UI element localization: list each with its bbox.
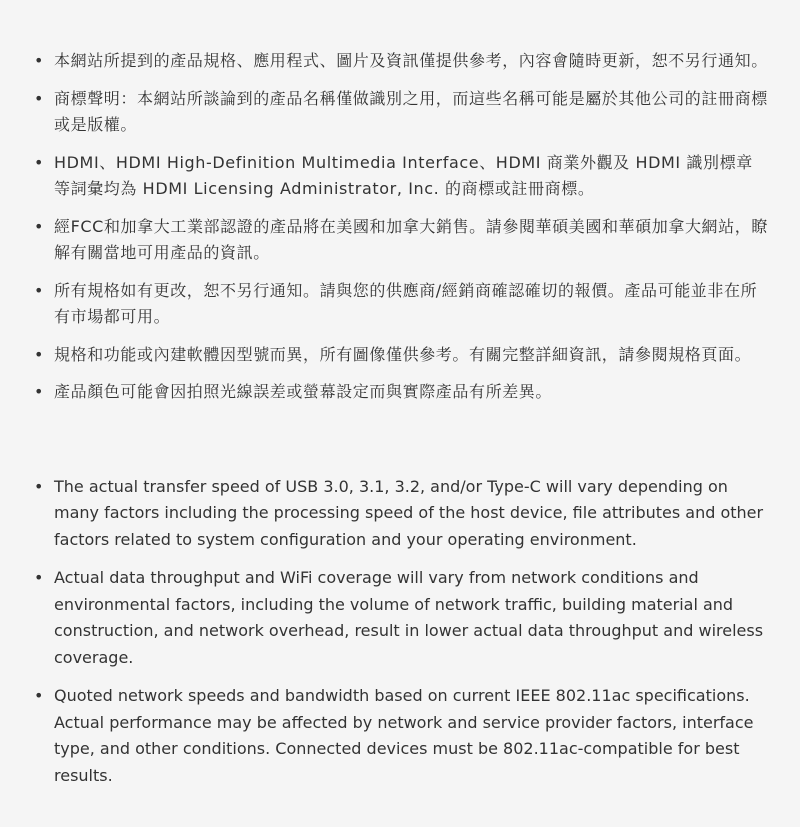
- disclaimer-item: • Actual data throughput and WiFi coverage will vary from network conditions and environmental factors, including the volume of network traffic, building material and construction, and network overhead, result in lower actual data throughput and wireless coverage.: [34, 565, 768, 671]
- chinese-disclaimer-list: [34, 48, 768, 406]
- disclaimer-item: • 規格和功能或內建軟體因型號而異，所有圖像僅供參考。有關完整詳細資訊，請參閱規格頁面。: [34, 342, 768, 369]
- english-disclaimer-list: [34, 474, 768, 790]
- disclaimer-item: • 產品顏色可能會因拍照光線誤差或螢幕設定而與實際產品有所差異。: [34, 379, 768, 406]
- disclaimer-item: • 本網站所提到的產品規格、應用程式、圖片及資訊僅提供參考，內容會隨時更新，恕不另行通知。: [34, 48, 768, 75]
- disclaimer-item: • 所有規格如有更改，恕不另行通知。請與您的供應商/經銷商確認確切的報價。產品可能並非在所有市場都可用。: [34, 278, 768, 331]
- disclaimer-item: • 商標聲明：本網站所談論到的產品名稱僅做識別之用，而這些名稱可能是屬於其他公司的註冊商標或是版權。: [34, 86, 768, 139]
- disclaimer-item: • Quoted network speeds and bandwidth based on current IEEE 802.11ac specifications. Actual performance may be affected by network and service provider factors, interface type, and other conditions. Connected devices must be 802.11ac-compatible for best results.: [34, 683, 768, 789]
- disclaimer-item: • 經FCC和加拿大工業部認證的產品將在美國和加拿大銷售。請參閱華碩美國和華碩加拿大網站，瞭解有關當地可用產品的資訊。: [34, 214, 768, 267]
- disclaimer-item: • HDMI、HDMI High-Definition Multimedia Interface、HDMI 商業外觀及 HDMI 識別標章等詞彙均為 HDMI Licensing Administrator, Inc. 的商標或註冊商標。: [34, 150, 768, 203]
- disclaimer-item: • The actual transfer speed of USB 3.0, 3.1, 3.2, and/or Type-C will vary depending on many factors including the processing speed of the host device, file attributes and other factors related to system configuration and your operating environment.: [34, 474, 768, 554]
